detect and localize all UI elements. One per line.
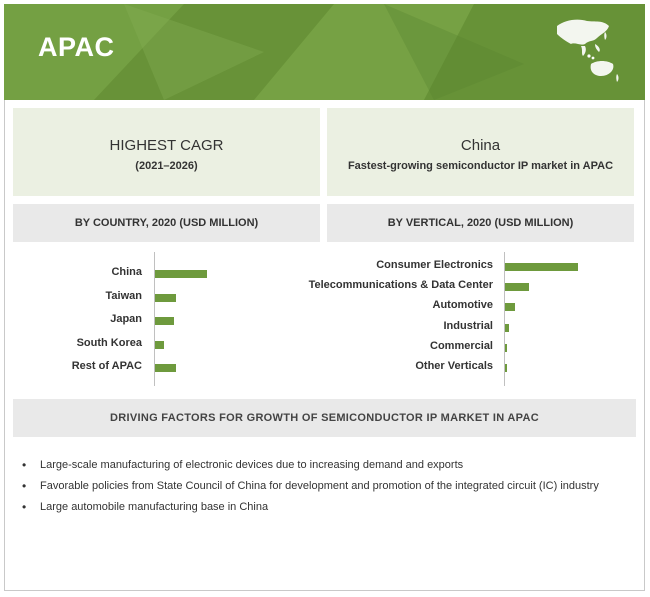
data-bar	[155, 364, 176, 372]
data-bar	[505, 283, 529, 291]
highest-cagr-panel	[13, 108, 320, 196]
vertical-bar-chart	[308, 252, 634, 388]
data-bar	[505, 344, 507, 352]
category-label: Consumer Electronics	[376, 259, 493, 271]
data-bar	[505, 263, 578, 271]
category-label: Other Verticals	[415, 360, 493, 372]
region-title: APAC	[38, 32, 115, 62]
driver-item: • Large-scale manufacturing of electronic devices due to increasing demand and exports	[22, 458, 622, 472]
category-label: Industrial	[443, 319, 493, 332]
forecast-period-label: (2021–2026)	[135, 160, 198, 172]
data-bar	[155, 270, 207, 278]
category-label: Japan	[110, 313, 142, 325]
highest-cagr-label: HIGHEST CAGR	[109, 137, 224, 154]
by-country-header: BY COUNTRY, 2020 (USD MILLION)	[13, 204, 320, 242]
category-label: Automotive	[432, 299, 493, 312]
data-bar	[155, 317, 174, 325]
fastest-growing-country: China	[460, 137, 501, 154]
data-bar	[505, 364, 507, 372]
category-label: China	[111, 266, 142, 278]
driver-item: • Large automobile manufacturing base in China	[22, 500, 622, 514]
category-label: Rest of APAC	[71, 360, 142, 372]
driver-item: • Favorable policies from State Council of China for development and promotion of the integrated circuit (IC) industry	[22, 479, 622, 493]
data-bar	[505, 303, 515, 311]
asia-pacific-map-icon	[551, 12, 623, 84]
country-bar-chart	[13, 252, 320, 388]
fastest-growing-panel	[327, 108, 634, 196]
data-bar	[155, 341, 164, 349]
region-banner	[4, 4, 645, 100]
data-bar	[505, 324, 509, 332]
category-label: Telecommunications & Data Center	[308, 279, 493, 292]
driving-factors-header: DRIVING FACTORS FOR GROWTH OF SEMICONDUCTOR IP MARKET IN APAC	[13, 399, 636, 437]
category-label: Taiwan	[105, 289, 142, 302]
data-bar	[155, 294, 176, 302]
by-vertical-header: BY VERTICAL, 2020 (USD MILLION)	[327, 204, 634, 242]
category-label: South Korea	[76, 336, 142, 349]
category-label: Commercial	[430, 339, 493, 352]
driving-factors-list	[22, 458, 622, 521]
fastest-growing-caption: Fastest-growing semiconductor IP market in APAC	[347, 160, 614, 172]
